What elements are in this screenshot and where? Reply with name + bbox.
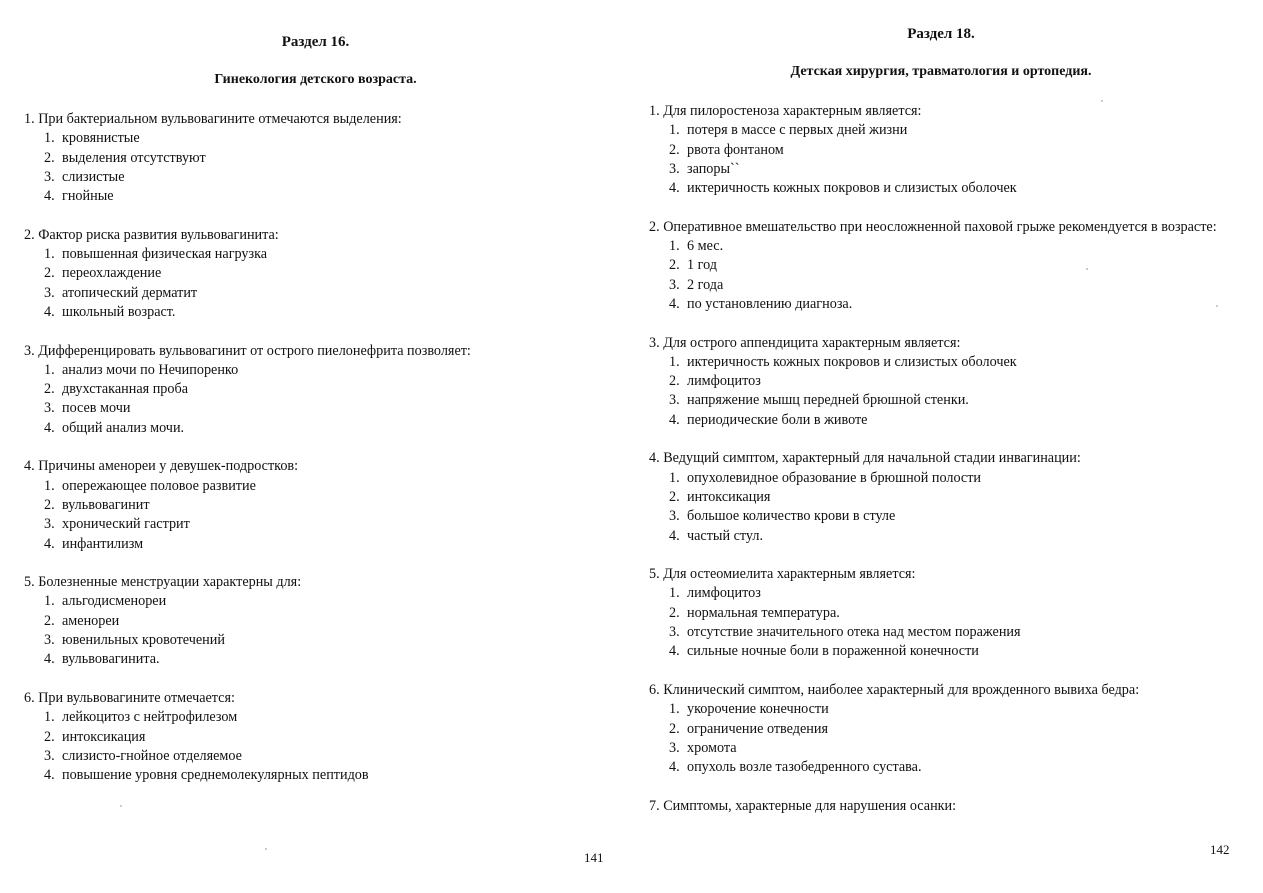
answer-option: 3. слизисто-гнойное отделяемое	[44, 747, 242, 764]
question-text: 6. При вульвовагините отмечается:	[24, 689, 235, 706]
question	[649, 681, 1249, 777]
scan-speck	[1101, 100, 1103, 102]
answer-options	[24, 245, 624, 322]
answer-options	[649, 237, 1249, 314]
scan-speck	[120, 805, 122, 807]
answer-option: 2. нормальная температура.	[669, 604, 840, 621]
section-title: Раздел 18.	[907, 26, 975, 42]
scan-speck	[1216, 305, 1218, 307]
answer-option: 1. потеря в массе с первых дней жизни	[669, 122, 908, 139]
answer-option: 1. иктеричность кожных покровов и слизистых оболочек	[669, 353, 1017, 370]
answer-option: 2. переохлаждение	[44, 265, 162, 282]
answer-option: 3. напряжение мышц передней брюшной стенки.	[669, 392, 969, 409]
answer-option: 1. анализ мочи по Нечипоренко	[44, 361, 239, 378]
question-text: 5. Для остеомиелита характерным является:	[649, 566, 916, 583]
question-list	[649, 102, 1249, 816]
answer-option: 2. рвота фонтаном	[669, 141, 784, 158]
section-subtitle: Гинекология детского возраста.	[214, 72, 417, 87]
left-page	[0, 0, 631, 893]
answer-option: 4. сильные ночные боли в пораженной конечности	[669, 643, 979, 660]
section-subtitle: Детская хирургия, травматология и ортопедия.	[790, 64, 1092, 79]
question	[649, 449, 1249, 545]
right-page	[631, 0, 1263, 893]
answer-option: 1. повышенная физическая нагрузка	[44, 246, 268, 263]
answer-option: 1. опережающее половое развитие	[44, 477, 256, 494]
answer-option: 2. двухстаканная проба	[44, 381, 189, 398]
answer-option: 4. иктеричность кожных покровов и слизистых оболочек	[669, 180, 1017, 197]
answer-option: 4. периодические боли в животе	[669, 411, 868, 428]
answer-option: 4. школьный возраст.	[44, 303, 176, 320]
answer-options	[24, 592, 624, 669]
answer-option: 4. частый стул.	[669, 527, 764, 544]
answer-option: 4. по установлению диагноза.	[669, 295, 853, 312]
answer-option: 3. отсутствие значительного отека над местом поражения	[669, 624, 1021, 641]
question-text: 7. Симптомы, характерные для нарушения осанки:	[649, 797, 957, 814]
answer-option: 4. общий анализ мочи.	[44, 419, 185, 436]
answer-option: 4. инфантилизм	[44, 535, 144, 552]
question-text: 3. Дифференцировать вульвовагинит от острого пиелонефрита позволяет:	[24, 342, 471, 359]
question	[24, 573, 624, 669]
answer-option: 4. гнойные	[44, 188, 114, 205]
answer-option: 1. альгодисменореи	[44, 593, 167, 610]
question	[649, 334, 1249, 430]
answer-option: 2. лимфоцитоз	[669, 373, 761, 390]
answer-option: 4. опухоль возле тазобедренного сустава.	[669, 759, 922, 776]
answer-option: 3. атопический дерматит	[44, 284, 198, 301]
question-text: 4. Причины аменореи у девушек-подростков:	[24, 458, 299, 475]
page-number: 142	[1210, 842, 1230, 857]
answer-option: 2. ограничение отведения	[669, 720, 829, 737]
answer-option: 2. интоксикация	[44, 728, 146, 745]
question-text: 4. Ведущий симптом, характерный для начальной стадии инвагинации:	[649, 450, 1081, 467]
question-text: 1. Для пилоростеноза характерным является:	[649, 103, 922, 119]
answer-option: 3. запоры``	[669, 160, 740, 177]
question	[24, 689, 624, 785]
answer-option: 4. вульвовагинита.	[44, 651, 160, 668]
question	[24, 457, 624, 553]
question-text: 2. Фактор риска развития вульвовагинита:	[24, 226, 279, 243]
answer-option: 3. большое количество крови в стуле	[669, 508, 896, 525]
question-text: 5. Болезненные менструации характерны для:	[24, 574, 302, 591]
question-list	[24, 110, 624, 785]
answer-options	[649, 700, 1249, 777]
answer-option: 3. 2 года	[669, 276, 724, 293]
answer-options	[24, 361, 624, 438]
answer-option: 3. ювенильных кровотечений	[44, 632, 225, 649]
section-title: Раздел 16.	[281, 34, 350, 50]
answer-options	[649, 469, 1249, 546]
question-text: 6. Клинический симптом, наиболее характерный для врожденного вывиха бедра:	[649, 681, 1140, 698]
question	[24, 342, 624, 438]
answer-option: 2. аменореи	[44, 612, 120, 629]
answer-options	[24, 477, 624, 554]
question	[24, 226, 624, 322]
question	[649, 218, 1249, 314]
page-number: 141	[584, 850, 604, 865]
answer-option: 3. посев мочи	[44, 400, 131, 417]
answer-options	[649, 121, 1249, 198]
scan-speck	[265, 848, 267, 850]
question-text: 1. При бактериальном вульвовагините отмечаются выделения:	[24, 111, 402, 127]
answer-options	[24, 129, 624, 206]
answer-option: 3. хронический гастрит	[44, 516, 190, 533]
answer-option: 1. укорочение конечности	[669, 701, 829, 718]
answer-options	[649, 353, 1249, 430]
question	[649, 565, 1249, 661]
question	[649, 102, 1249, 198]
answer-option: 4. повышение уровня среднемолекулярных пептидов	[44, 767, 369, 784]
answer-option: 1. опухолевидное образование в брюшной полости	[669, 469, 982, 486]
answer-option: 2. выделения отсутствуют	[44, 149, 206, 166]
question	[649, 797, 1249, 816]
answer-option: 1. лейкоцитоз с нейтрофилезом	[44, 709, 238, 726]
answer-option: 2. интоксикация	[669, 488, 771, 505]
answer-option: 3. слизистые	[44, 168, 125, 185]
answer-option: 2. 1 год	[669, 257, 718, 274]
answer-option: 2. вульвовагинит	[44, 496, 150, 513]
answer-option: 3. хромота	[669, 739, 737, 756]
question-text: 2. Оперативное вмешательство при неосложненной паховой грыже рекомендуется в возрасте:	[649, 218, 1217, 235]
answer-option: 1. лимфоцитоз	[669, 585, 761, 602]
question	[24, 110, 624, 206]
answer-option: 1. 6 мес.	[669, 238, 724, 255]
scan-speck	[1086, 268, 1088, 270]
question-text: 3. Для острого аппендицита характерным является:	[649, 334, 961, 351]
answer-options	[649, 584, 1249, 661]
answer-option: 1. кровянистые	[44, 130, 140, 147]
answer-options	[24, 708, 624, 785]
